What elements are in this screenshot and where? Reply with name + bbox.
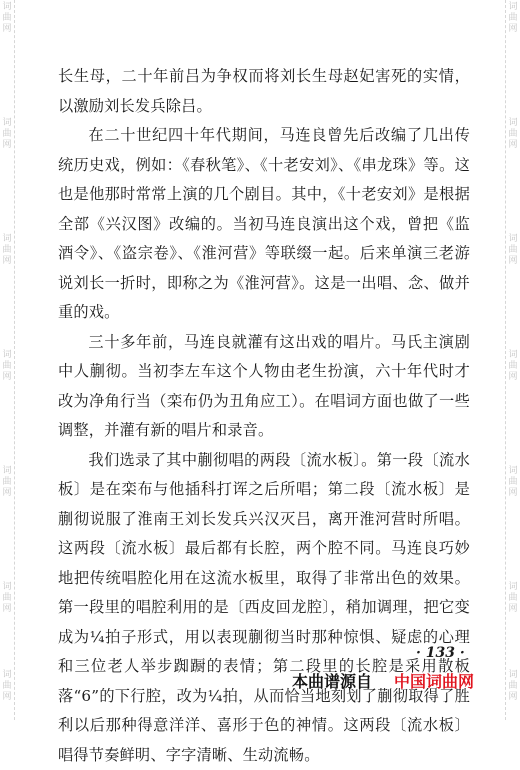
watermark-right: 词 曲 网 — [506, 582, 520, 615]
page-body — [58, 62, 470, 770]
source-label: 本曲谱源自 — [292, 672, 372, 691]
watermark-left: 词 曲 网 — [0, 350, 14, 383]
paragraph: 在二十世纪四十年代期间，马连良曾先后改编了几出传统历史戏，例如：《春秋笔》、《十老安刘》、《串龙珠》等。这也是他那时常常上演的几个剧目。其中，《十老安刘》是根据全部《兴汉图》改编的。当初马连良演出这个戏，曾把《监酒令》、《盗宗卷》、《淮河营》等联缀一起。后来单演三老游说刘长一折时，即称之为《淮河营》。这是一出唱、念、做并重的戏。 — [58, 121, 470, 328]
watermark-left: 词 曲 网 — [0, 582, 14, 615]
paragraph: 三十多年前，马连良就灌有这出戏的唱片。马氏主演剧中人蒯彻。当初李左车这个人物由老生扮演，六十年代时才改为净角行当（栾布仍为丑角应工）。在唱词方面也做了一些调整，并灌有新的唱片和录音。 — [58, 328, 470, 446]
source-footer — [292, 669, 474, 692]
watermark-right: 词 曲 网 — [506, 670, 520, 703]
page-number: · 133 · — [416, 645, 465, 661]
paragraph: 长生母，二十年前吕为争权而将刘长生母赵妃害死的实情，以激励刘长发兵除吕。 — [58, 62, 470, 121]
watermark-right: 词 曲 网 — [506, 2, 520, 35]
watermark-right: 词 曲 网 — [506, 118, 520, 151]
watermark-left: 词 曲 网 — [0, 466, 14, 499]
site-name-link[interactable]: 中国词曲网 — [394, 672, 474, 691]
watermark-right: 词 曲 网 — [506, 234, 520, 267]
watermark-left: 词 曲 网 — [0, 670, 14, 703]
watermark-right: 词 曲 网 — [506, 350, 520, 383]
watermark-left: 词 曲 网 — [0, 234, 14, 267]
watermark-left: 词 曲 网 — [0, 2, 14, 35]
watermark-right: 词 曲 网 — [506, 466, 520, 499]
watermark-left: 词 曲 网 — [0, 118, 14, 151]
paragraph: 我们选录了其中蒯彻唱的两段〔流水板〕。第一段〔流水板〕是在栾布与他插科打诨之后所唱；第二段〔流水板〕是蒯彻说服了淮南王刘长发兵兴汉灭吕，离开淮河营时所唱。这两段〔流水板〕最后都有长腔，两个腔不同。马连良巧妙地把传统唱腔化用在这流水板里，取得了非常出色的效果。第一段里的唱腔利用的是〔西皮回龙腔〕，稍加调理，把它变成为¼拍子形式，用以表现蒯彻当时那种惊惧、疑虑的心理和三位老人举步踟蹰的表情；第二段里的长腔是采用散板落“6”的下行腔，改为¼拍，从而恰当地刻划了蒯彻取得了胜利以后那种得意洋洋、喜形于色的神情。这两段〔流水板〕唱得节奏鲜明、字字清晰、生动流畅。 — [58, 446, 470, 770]
